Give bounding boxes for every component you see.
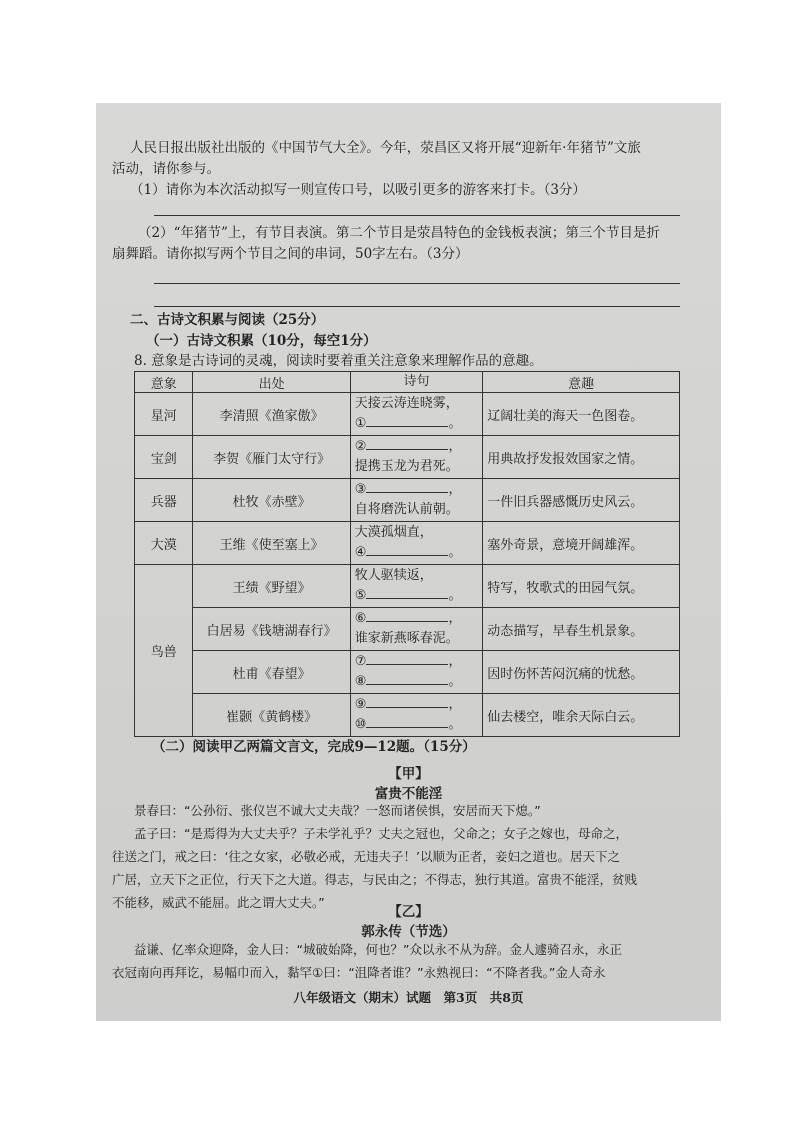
passage-yi-p1-b: 衣冠南向再拜讫，易幅巾而入，黏罕①曰：“沮降者谁？”永熟视曰：“不降者我。”金人奇永 <box>112 965 606 980</box>
header-source: 出处 <box>193 372 350 393</box>
poem-line: 大漠孤烟直， <box>354 525 433 540</box>
cell-image: 大漠 <box>135 522 193 565</box>
passage-jia-p2-a: 孟子曰：“是焉得为大丈夫乎？子未学礼乎？丈夫之冠也，父命之；女子之嫁也，母命之， <box>134 826 628 841</box>
cell-meaning: 一件旧兵器感慨历史风云。 <box>483 479 680 522</box>
section-2-sub-2: （二）阅读甲乙两篇文言文，完成9—12题。（15分） <box>152 739 476 755</box>
poem-line: 牧人驱犊返， <box>354 568 433 583</box>
passage-jia-p2-c: 广居，立天下之正位，行天下之大道。得志，与民由之；不得志，独行其道。富贵不能淫，贫贱 <box>112 872 638 887</box>
table-row <box>135 694 680 737</box>
cell-poem <box>350 522 482 565</box>
poem-blank-line[interactable]: ⑤ 。 <box>354 588 462 603</box>
cell-source: 李清照《渔家傲》 <box>193 393 350 436</box>
table-row <box>135 393 680 436</box>
poem-blank-line[interactable]: ② ， <box>354 439 462 454</box>
passage-yi-label: 【乙】 <box>388 904 429 920</box>
cell-image: 兵器 <box>135 479 193 522</box>
cell-poem <box>350 694 482 737</box>
passage-jia-title: 富贵不能淫 <box>374 786 443 802</box>
cell-poem <box>350 479 482 522</box>
table-row <box>135 479 680 522</box>
passage-yi-title: 郭永传（节选） <box>361 924 456 940</box>
poem-blank-line[interactable]: ⑩ 。 <box>354 717 462 732</box>
cell-source: 王维《使至塞上》 <box>193 522 350 565</box>
header-poem: 诗句 <box>350 372 482 393</box>
cell-image-merged: 鸟兽 <box>135 565 193 737</box>
cell-meaning: 因时伤怀苦闷沉痛的忧愁。 <box>483 651 680 694</box>
cell-meaning: 用典故抒发报效国家之情。 <box>483 436 680 479</box>
table-row <box>135 436 680 479</box>
passage-jia-p2-d: 不能移，威武不能屈。此之谓大丈夫。” <box>112 895 325 910</box>
passage-jia-label: 【甲】 <box>388 766 429 782</box>
cell-source: 杜甫《春望》 <box>193 651 350 694</box>
poem-blank-line[interactable]: ⑥ ， <box>354 611 462 626</box>
cell-poem <box>350 565 482 608</box>
poem-blank-line[interactable]: ⑨ ， <box>354 697 462 712</box>
answer-line-3 <box>154 306 680 307</box>
cell-meaning: 动态描写，早春生机景象。 <box>483 608 680 651</box>
table-row <box>135 608 680 651</box>
cell-meaning: 塞外奇景，意境开阔雄浑。 <box>483 522 680 565</box>
cell-image: 宝剑 <box>135 436 193 479</box>
cell-poem <box>350 436 482 479</box>
cell-meaning: 辽阔壮美的海天一色图卷。 <box>483 393 680 436</box>
cell-poem <box>350 608 482 651</box>
cell-source: 李贺《雁门太守行》 <box>193 436 350 479</box>
header-meaning: 意趣 <box>483 372 680 393</box>
cell-source: 白居易《钱塘湖春行》 <box>193 608 350 651</box>
answer-line-1 <box>154 215 680 216</box>
cell-source: 崔颢《黄鹤楼》 <box>193 694 350 737</box>
section-2-title: 二、古诗文积累与阅读（25分） <box>130 312 325 328</box>
cell-poem <box>350 651 482 694</box>
passage-jia-p2-b: 往送之门，戒之曰：‘往之女家，必敬必戒，无违夫子！’以顺为正者，妾妇之道也。居天下之 <box>112 849 620 864</box>
poetry-table <box>134 371 680 737</box>
poem-line: 天接云涛连晓雾， <box>354 396 459 411</box>
poem-blank-line[interactable]: ⑧ 。 <box>354 674 462 689</box>
cell-meaning: 仙去楼空，唯余天际白云。 <box>483 694 680 737</box>
cell-source: 杜牧《赤壁》 <box>193 479 350 522</box>
poem-line: 自将磨洗认前朝。 <box>354 502 459 517</box>
table-header-row <box>135 372 680 393</box>
exam-page <box>96 103 721 1021</box>
header-image: 意象 <box>135 372 193 393</box>
passage-jia-p1: 景春曰：“公孙衍、张仪岂不诚大丈夫哉？一怒而诸侯惧，安居而天下熄。” <box>134 803 541 818</box>
poem-line: 谁家新燕啄春泥。 <box>354 631 459 646</box>
table-row <box>135 522 680 565</box>
cell-meaning: 特写，牧歌式的田园气氛。 <box>483 565 680 608</box>
question-8: 8. 意象是古诗词的灵魂，阅读时要着重关注意象来理解作品的意趣。 <box>134 353 543 369</box>
question-7-2-line-2: 扇舞蹈。请你拟写两个节目之间的串词，50字左右。（3分） <box>112 246 469 262</box>
section-2-sub-1: （一）古诗文积累（10分，每空1分） <box>146 333 377 349</box>
cell-source: 王绩《野望》 <box>193 565 350 608</box>
passage-yi-p1-a: 益谦、亿率众迎降，金人曰：“城破始降，何也？”众以永不从为辞。金人遽骑召永，永正 <box>134 942 622 957</box>
page-footer: 八年级语文（期末）试题 第3页 共8页 <box>293 990 524 1005</box>
cell-poem <box>350 393 482 436</box>
intro-line-2: 活动，请你参与。 <box>112 161 220 177</box>
question-7-2-line-1: （2）“年猪节”上，有节目表演。第二个节目是荥昌特色的金钱板表演；第三个节目是折 <box>138 225 660 241</box>
poem-blank-line[interactable]: ③ ， <box>354 482 462 497</box>
poem-line: 提携玉龙为君死。 <box>354 459 459 474</box>
poem-blank-line[interactable]: ④ 。 <box>354 545 462 560</box>
table-row <box>135 565 680 608</box>
table-row <box>135 651 680 694</box>
intro-line-1: 人民日报出版社出版的《中国节气大全》。今年，荥昌区又将开展“迎新年·年猪节”文旅 <box>130 140 641 156</box>
poem-blank-line[interactable]: ⑦ ， <box>354 654 462 669</box>
cell-image: 星河 <box>135 393 193 436</box>
poem-blank-line[interactable]: ① 。 <box>354 416 462 431</box>
question-7-1: （1）请你为本次活动拟写一则宣传口号，以吸引更多的游客来打卡。（3分） <box>130 182 586 198</box>
answer-line-2 <box>154 283 680 284</box>
